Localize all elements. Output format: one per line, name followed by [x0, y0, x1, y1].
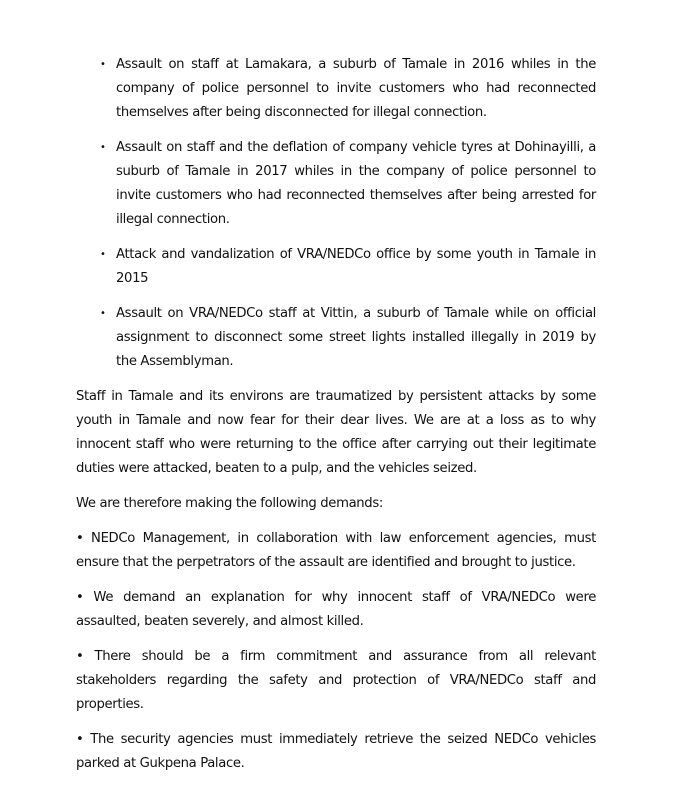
incident-item	[76, 302, 596, 374]
demand-item: • There should be a firm commitment and assurance from all relevant stakeholders regarding the safety and protection of VRA/NEDCo staff and properties.	[76, 649, 596, 712]
bullet-icon: •	[100, 249, 106, 260]
demand-item: • The security agencies must immediately retrieve the seized NEDCo vehicles parked at Gukpena Palace.	[76, 732, 596, 771]
bullet-icon: •	[100, 142, 106, 153]
incident-text: Attack and vandalization of VRA/NEDCo office by some youth in Tamale in 2015	[116, 247, 596, 286]
body-paragraph: Staff in Tamale and its environs are traumatized by persistent attacks by some youth in Tamale and now fear for their dear lives. We are at a loss as to why innocent staff who were returning to the office after carrying out their legitimate duties were attacked, beaten to a pulp, and the vehicles seized.	[76, 389, 596, 476]
document-page	[76, 53, 596, 787]
bullet-icon: •	[100, 59, 106, 70]
incident-item	[76, 243, 596, 291]
demand-item: • We demand an explanation for why innocent staff of VRA/NEDCo were assaulted, beaten severely, and almost killed.	[76, 590, 596, 629]
incident-item	[76, 136, 596, 232]
incident-list	[76, 53, 596, 374]
demand-item: • NEDCo Management, in collaboration with law enforcement agencies, must ensure that the perpetrators of the assault are identified and brought to justice.	[76, 531, 596, 570]
demands-intro: We are therefore making the following demands:	[76, 496, 383, 511]
incident-text: Assault on staff and the deflation of company vehicle tyres at Dohinayilli, a suburb of Tamale in 2017 whiles in the company of police personnel to invite customers who had reconnected themselves after being arrested for illegal connection.	[116, 140, 596, 227]
incident-text: Assault on staff at Lamakara, a suburb of Tamale in 2016 whiles in the company of police personnel to invite customers who had reconnected themselves after being disconnected for illegal connection.	[116, 57, 596, 120]
incident-item	[76, 53, 596, 125]
bullet-icon: •	[100, 308, 106, 319]
incident-text: Assault on VRA/NEDCo staff at Vittin, a suburb of Tamale while on official assignment to disconnect some street lights installed illegally in 2019 by the Assemblyman.	[116, 306, 596, 369]
